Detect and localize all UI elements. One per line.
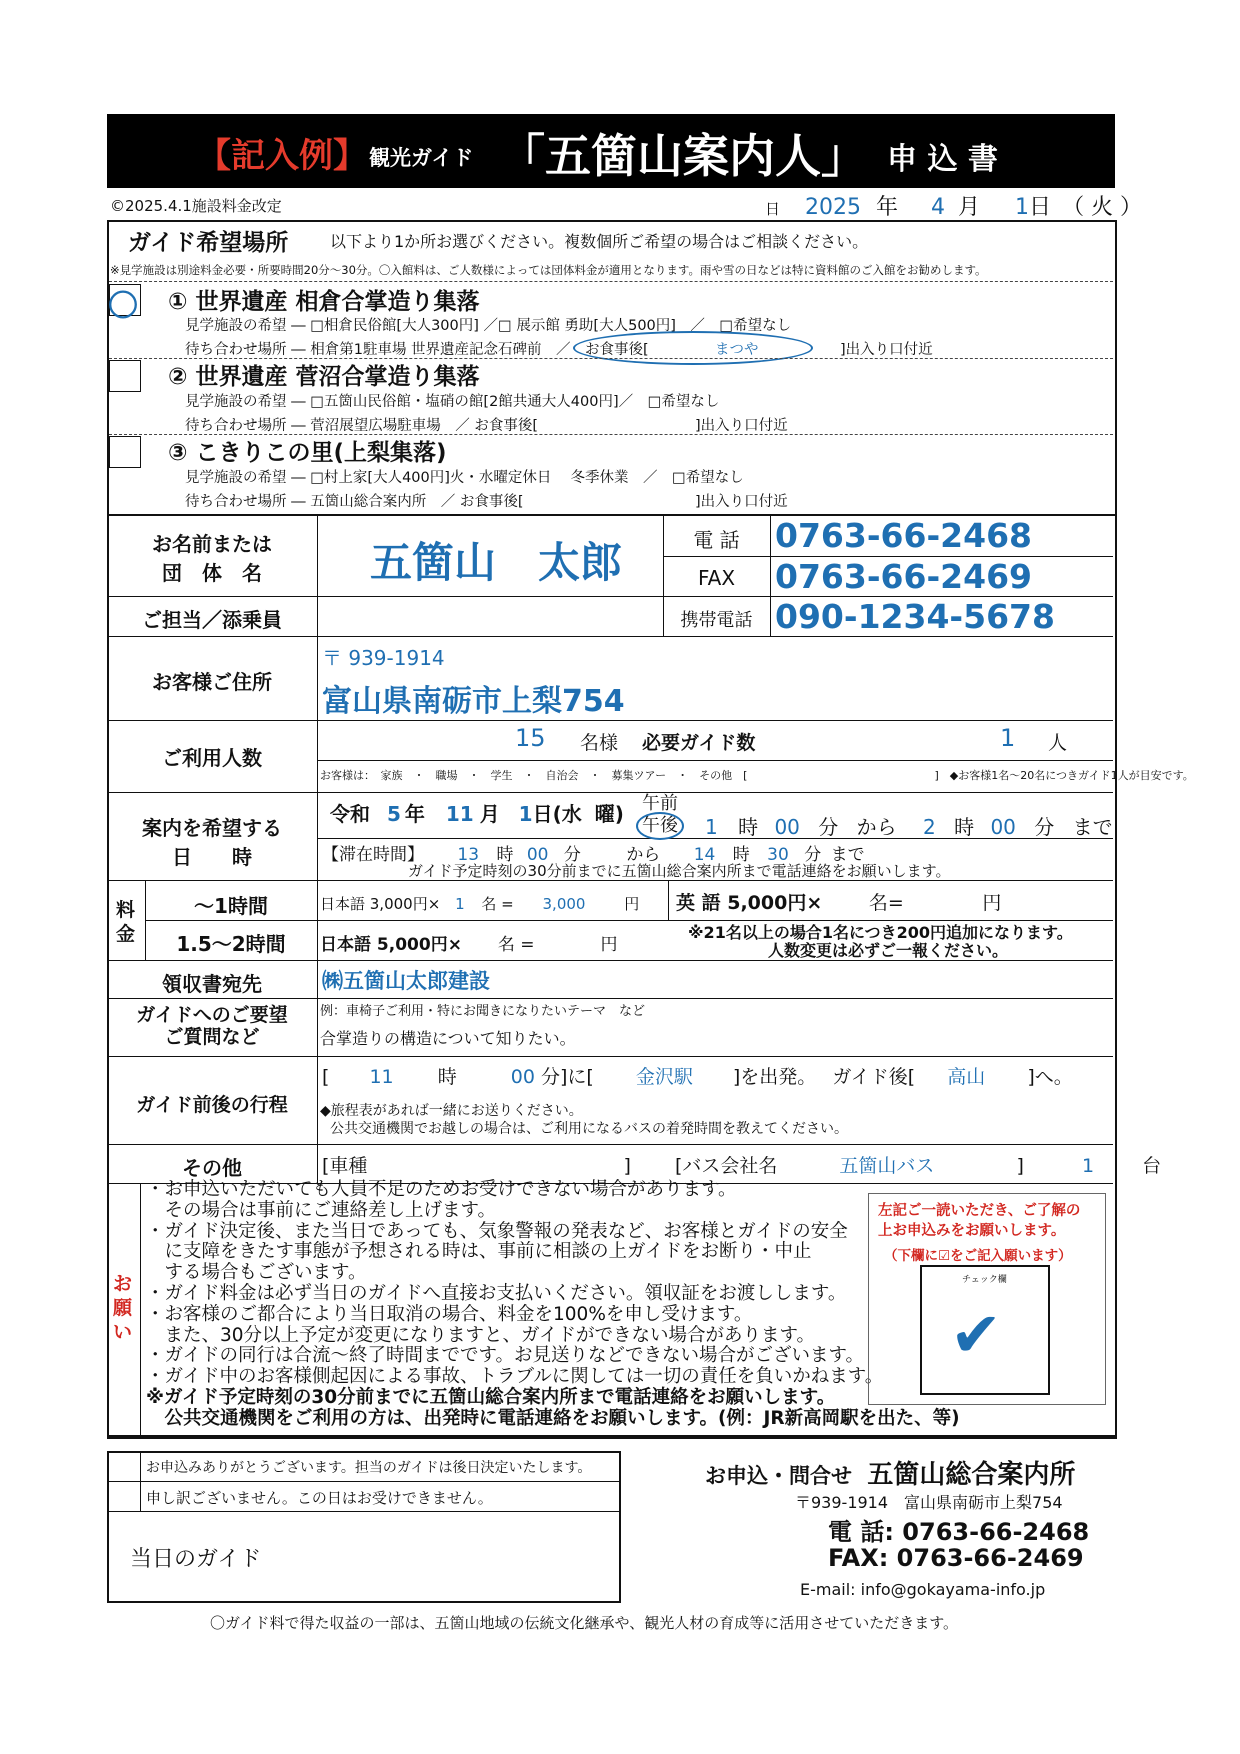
request-value: 合掌造りの構造について知りたい。 (320, 1029, 576, 1048)
form-header (107, 114, 1115, 188)
mobile-label: 携帯電話 (680, 610, 753, 631)
fee-row1-label: ～1時間 (194, 894, 268, 918)
tel-label: 電 話 (693, 528, 740, 552)
receipt-value: ㈱五箇山太郎建設 (322, 969, 490, 993)
people-label: ご利用人数 (162, 746, 262, 770)
office-block: お申込・問合せ 五箇山総合案内所 (705, 1460, 1076, 1490)
fee-row1-english: 英 語 5,000円× 名= 円 (676, 892, 1002, 914)
fee-row1-calc: 日本語 3,000円× 1 名 = 3,000 円 (320, 895, 640, 913)
reply-guide-label: 当日のガイド (130, 1547, 262, 1572)
applicant-name: 五箇山 太郎 (370, 538, 623, 587)
address-value: 富山県南砺市上梨754 (322, 684, 625, 719)
itinerary-line: [ 11 時 00 分]に[ 金沢駅 ]を出発。 ガイド後[ 高山 ]へ。 (322, 1066, 1073, 1088)
notice-side-label: お 願 い (113, 1273, 133, 1343)
am-option: 午前 (642, 793, 678, 814)
other-line: [車種 ] [バス会社名 五箇山バス ] 1 台 (322, 1155, 1162, 1177)
itinerary-note-1: ◆旅程表があれば一緒にお送りください。 (320, 1103, 583, 1119)
header-suffix: 申 込 書 (887, 142, 998, 177)
selected-circle-mark: 〇 (108, 289, 138, 324)
office-address: 〒939-1914 富山県南砺市上梨754 (795, 1493, 1063, 1512)
place-2-name: ② 世界遺産 菅沼合掌造り集落 (168, 364, 480, 390)
schedule-date: 令和 5 年 11 月 1日(水 曜) (330, 802, 624, 826)
schedule-label: 案内を希望する 日 時 (142, 816, 282, 869)
reply-decline: 申し訳ございません。この日はお受けできません。 (146, 1489, 493, 1507)
example-tag: 【記入例】 (197, 136, 367, 176)
staff-label: ご担当／添乗員 (142, 608, 282, 632)
request-example: 例：車椅子ご利用・特にお聞きになりたいテーマ など (320, 1004, 646, 1019)
place-1-meeting-end: ]出入り口付近 (840, 342, 933, 358)
fee-row2-calc: 日本語 5,000円× 名 = 円 (320, 935, 618, 955)
postal-code: 〒 939-1914 (322, 646, 445, 670)
revision-note: ©2025.4.1施設料金改定 (110, 197, 282, 215)
pm-option: 午後 (642, 815, 678, 836)
place-1-meal: まつや (715, 342, 759, 358)
people-unit: 名様 (580, 732, 619, 754)
header-sub: 観光ガイド (369, 146, 474, 170)
office-email: E-mail: info@gokayama-info.jp (800, 1580, 1046, 1599)
check-box-label: チェック欄 (962, 1275, 1007, 1285)
place-3-meeting-end: ]出入り口付近 (695, 494, 788, 510)
office-tel: 電 話: 0763-66-2468 (828, 1518, 1090, 1546)
place-1-name: ① 世界遺産 相倉合掌造り集落 (168, 289, 480, 315)
place-2-meeting-end: ]出入り口付近 (695, 418, 788, 434)
guide-place-title: ガイド希望場所 (128, 230, 289, 256)
itinerary-note-2: 公共交通機関でお越しの場合は、ご利用になるバスの着発時間を教えてください。 (330, 1121, 848, 1137)
itinerary-label: ガイド前後の行程 (136, 1094, 288, 1116)
place-3-checkbox[interactable] (109, 436, 141, 468)
notice-list: ・お申込いただいても人員不足のためお受けできない場合があります。 その場合は事前にご連絡差し上げます。 ・ガイド決定後、また当日であっても、気象警報の発表など、お客様とガイドの安全 に支障をきたす事態が予想される時は、事前に相談の上ガイドをお断り・中止 する場合もございます。 ・ガイド料金は必ず当日のガイドへ直接お支払いください。領収証をお渡しします。 ・お客様のご都合により当日取消の場合、料金を100%を申し受けます。 また、30分以上予定が変更になりますと、ガイドができない場合があります。 ・ガイドの同行は合流～終了時間までです。お見送りなどできない場合がございます。 ・ガイド中のお客様側起因による事故、トラブルに関しては一切の責任を負いかねます。 ※ガイド予定時刻の30分前までに五箇山総合案内所まで電話連絡をお願いします。 公共交通機関をご利用の方は、出発時に電話連絡をお願いします。(例：JR新高岡駅を出た、等) (146, 1179, 960, 1429)
customer-types: お客様は： 家族 ・ 職場 ・ 学生 ・ 自治会 ・ 募集ツアー ・ その他 [ ] ◆お客様1名～20名につきガイド1人が目安です。 (320, 769, 1194, 782)
tel-value: 0763-66-2468 (775, 516, 1033, 555)
pm-circle (636, 812, 684, 840)
check-message-1: 左記ご一読いただき、ご了解の (878, 1203, 1081, 1219)
receipt-label: 領収書宛先 (162, 972, 262, 996)
place-1-meeting: 待ち合わせ場所 ― 相倉第1駐車場 世界遺産記念石碑前 ／ お食事後[ (185, 342, 649, 358)
guide-count-unit: 人 (1048, 732, 1068, 754)
schedule-note: ガイド予定時刻の30分前までに五箇山総合案内所まで電話連絡をお願いします。 (408, 862, 951, 880)
check-message-2: 上お申込みをお願いします。 (878, 1223, 1066, 1239)
check-mark-icon: ✔ (950, 1298, 1002, 1371)
place-2-checkbox[interactable] (109, 360, 141, 392)
form-title: 「五箇山案内人」 (499, 129, 867, 183)
place-3-name: ③ こきりこの里(上梨集落) (168, 440, 447, 466)
mobile-value: 090-1234-5678 (775, 597, 1055, 636)
request-label: ガイドへのご要望 ご質問など (136, 1004, 288, 1048)
people-count: 15 (515, 724, 546, 752)
place-2-meeting: 待ち合わせ場所 ― 菅沼展望広場駐車場 ／ お食事後[ (185, 418, 538, 434)
guide-count-label: 必要ガイド数 (642, 732, 756, 754)
fax-value: 0763-66-2469 (775, 557, 1033, 596)
other-label: その他 (182, 1156, 242, 1180)
fee-row2-label: 1.5～2時間 (176, 932, 286, 956)
application-date: 日 2025 年 4 月 1日 （ 火 ） (765, 195, 1143, 220)
fee-label: 料 金 (116, 899, 136, 945)
fee-note-2: 人数変更は必ずご一報ください。 (768, 941, 1009, 960)
schedule-time: 1 時 00 分 から 2 時 00 分 まで (705, 815, 1113, 839)
name-label: お名前または 団 体 名 (152, 532, 272, 585)
address-label: お客様ご住所 (152, 670, 272, 694)
stay-time: 【滞在時間】 13 時 00 分 から 14 時 30 分 まで (322, 845, 865, 865)
place-3-meeting: 待ち合わせ場所 ― 五箇山総合案内所 ／ お食事後[ (185, 494, 524, 510)
place-2-facility: 見学施設の希望 ― □五箇山民俗館・塩硝の館[2館共通大人400円]／ □希望なし (185, 394, 720, 410)
guide-place-instruction: 以下より1か所お選びください。複数個所ご希望の場合はご相談ください。 (330, 232, 869, 251)
guide-place-note: ※見学施設は別途料金必要・所要時間20分～30分。〇入館料は、ご人数様によっては団体料金が適用となります。雨や雪の日などは特に資料館のご入館をお勧めします。 (110, 263, 987, 277)
fax-label: FAX (697, 566, 736, 590)
footer-note: 〇ガイド料で得た収益の一部は、五箇山地域の伝統文化継承や、観光人材の育成等に活用させていただきます。 (210, 1614, 959, 1632)
meal-circle (573, 331, 813, 365)
check-message-3: （下欄に☑をご記入願います） (884, 1248, 1072, 1264)
reply-accept: お申込みありがとうございます。担当のガイドは後日決定いたします。 (146, 1460, 592, 1476)
guide-count: 1 (1000, 724, 1016, 752)
place-3-facility: 見学施設の希望 ― □村上家[大人400円]火・水曜定休日 冬季休業 ／ □希望なし (185, 470, 744, 486)
fee-note-1: ※21名以上の場合1名につき200円追加になります。 (688, 923, 1073, 942)
place-1-facility: 見学施設の希望 ― □相倉民俗館[大人300円] ／□ 展示館 勇助[大人500円] ／ □希望なし (185, 318, 792, 334)
office-fax: FAX: 0763-66-2469 (828, 1544, 1084, 1572)
